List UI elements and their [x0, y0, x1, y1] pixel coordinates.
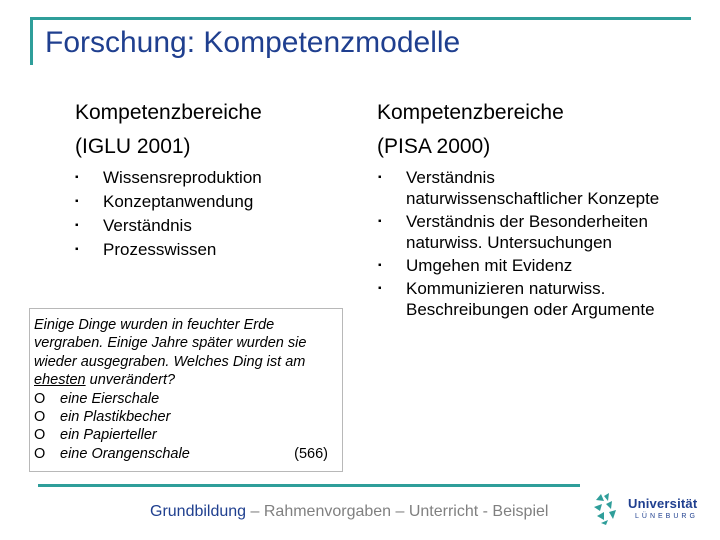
- right-bullet-list: [378, 167, 666, 322]
- bullet-icon: ▪: [378, 216, 382, 227]
- left-heading: [75, 96, 262, 164]
- footer-rest: – Rahmenvorgaben – Unterricht - Beispiel: [246, 503, 549, 520]
- list-item: ▪ Kommunizieren naturwiss. Beschreibungen oder Argumente: [378, 279, 655, 319]
- footer-current: Grundbildung: [150, 503, 247, 520]
- item-code: (566): [294, 445, 328, 462]
- bullet-icon: ▪: [75, 172, 79, 183]
- answer-option: O ein Papierteller: [34, 427, 157, 444]
- left-heading-line2: (IGLU 2001): [75, 135, 191, 158]
- logo-wordmark: Universität: [628, 496, 698, 511]
- radio-circle-icon: O: [34, 427, 46, 444]
- answer-option: O eine Eierschale: [34, 390, 160, 407]
- list-item: ▪ Prozesswissen: [75, 238, 262, 262]
- title-accent-rule: [30, 17, 691, 20]
- answer-option: O eine Orangenschale (566): [34, 445, 328, 462]
- bullet-icon: ▪: [378, 172, 382, 183]
- radio-circle-icon: O: [34, 445, 46, 462]
- sample-question-box: [29, 308, 343, 472]
- title-accent-bar: [30, 18, 33, 65]
- answer-option: O ein Plastikbecher: [34, 409, 171, 426]
- bullet-icon: ▪: [75, 244, 79, 255]
- list-item: ▪ Verständnis naturwissenschaftlicher Konzepte: [378, 168, 660, 208]
- list-item: ▪ Wissensreproduktion: [75, 166, 262, 190]
- emphasis-word: ehesten: [34, 372, 86, 389]
- left-bullet-list: [75, 166, 262, 262]
- bullet-icon: ▪: [378, 260, 382, 271]
- list-item: ▪ Konzeptanwendung: [75, 190, 262, 214]
- bullet-icon: ▪: [378, 283, 382, 294]
- slide-title: Forschung: Kompetenzmodelle: [45, 26, 461, 59]
- logo-subtitle: LÜNEBURG: [635, 513, 698, 520]
- list-item: ▪ Verständnis: [75, 214, 262, 238]
- question-text: Einige Dinge wurden in feuchter Erde vergraben. Einige Jahre später wurden sie wieder ausgegraben. Welches Ding ist am ehesten unverändert?: [34, 317, 307, 389]
- list-item: ▪ Umgehen mit Evidenz: [378, 256, 573, 275]
- footer-breadcrumb: [150, 503, 548, 521]
- bullet-icon: ▪: [75, 196, 79, 207]
- bullet-icon: ▪: [75, 220, 79, 231]
- right-heading-line2: (PISA 2000): [377, 135, 491, 158]
- left-heading-line1: Kompetenzbereiche: [75, 101, 262, 124]
- list-item: ▪ Verständnis der Besonderheiten naturwiss. Untersuchungen: [378, 212, 648, 252]
- footer-accent-rule: [38, 484, 580, 487]
- radio-circle-icon: O: [34, 409, 46, 426]
- right-heading-line1: Kompetenzbereiche: [377, 101, 564, 124]
- radio-circle-icon: O: [34, 390, 46, 407]
- right-heading: [377, 96, 564, 164]
